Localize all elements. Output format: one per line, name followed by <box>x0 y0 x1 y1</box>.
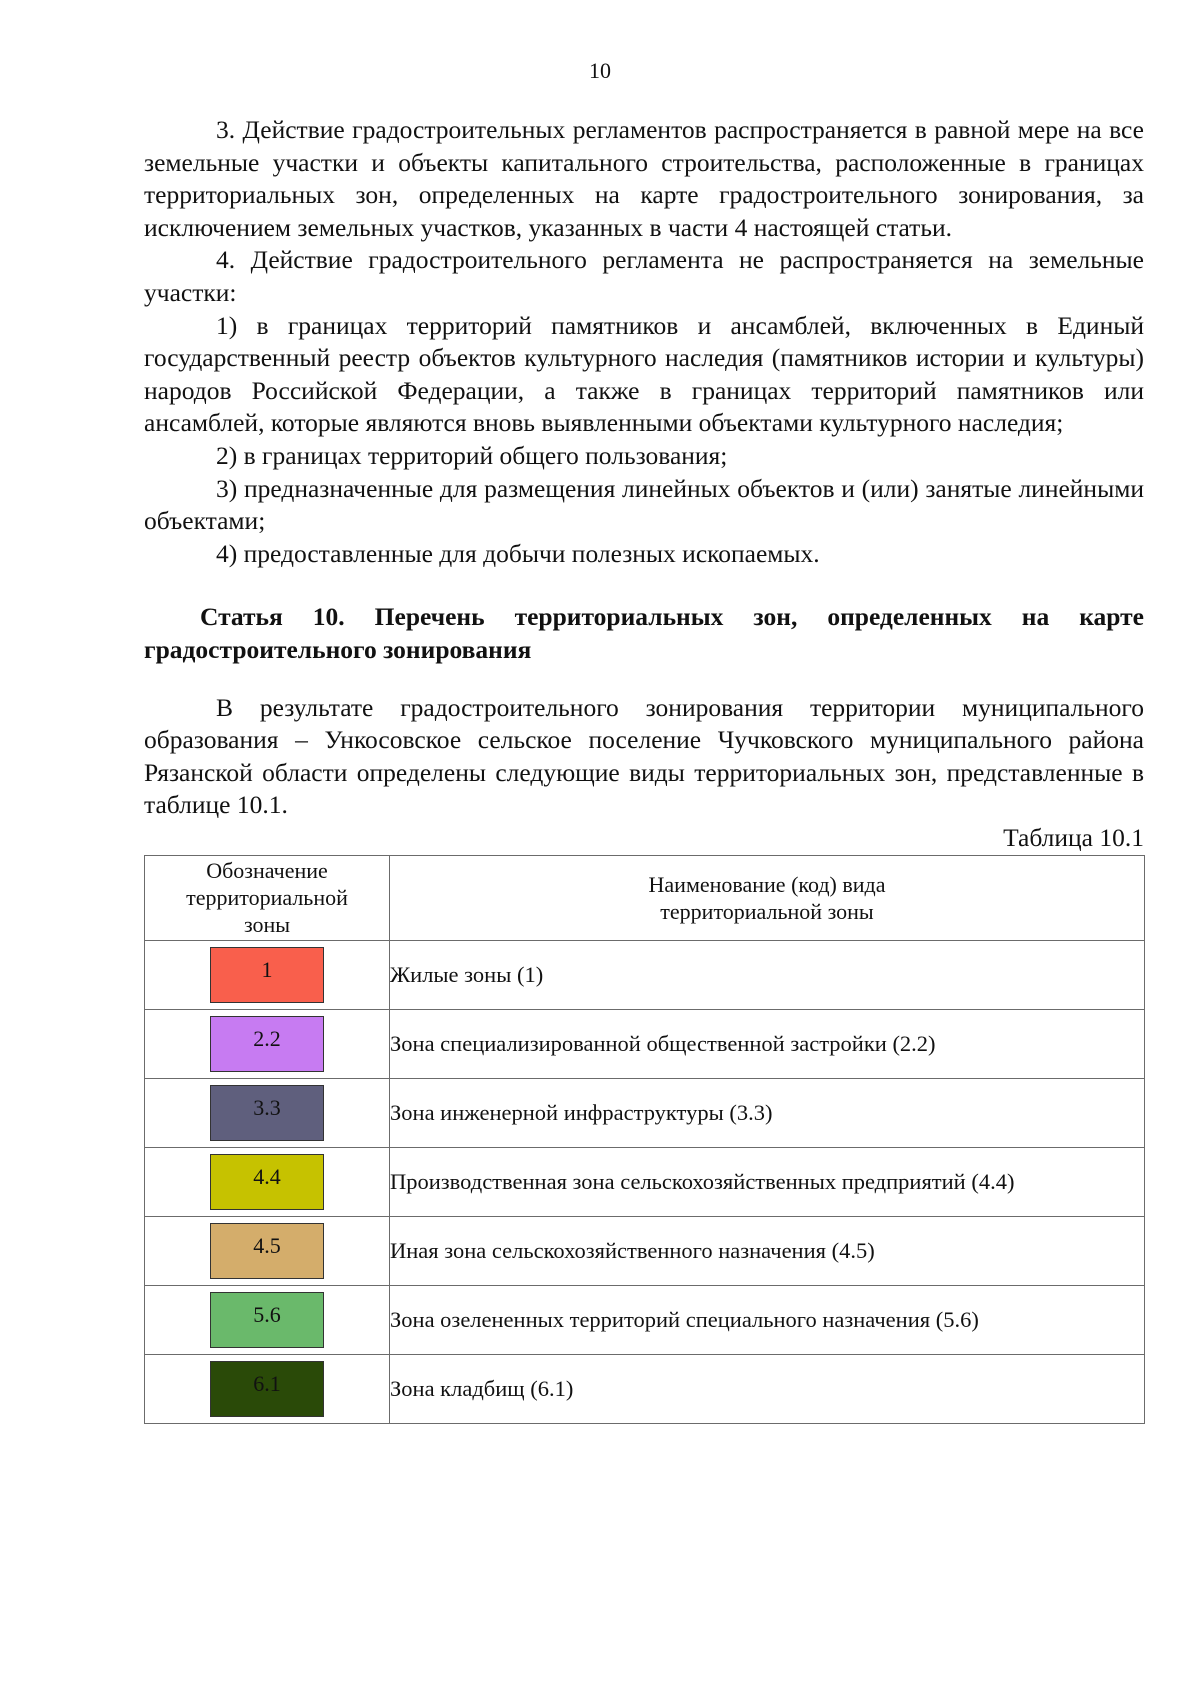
zone-name-cell: Зона инженерной инфраструктуры (3.3) <box>390 1078 1145 1147</box>
table-row <box>145 1147 1145 1216</box>
zone-name-cell: Жилые зоны (1) <box>390 940 1145 1009</box>
intro-paragraph: В результате градостроительного зонирования территории муниципального образования – Ункосовское сельское поселение Чучковского муниципального района Рязанской области определены следующие виды территориальных зон, представленные в таблице 10.1. <box>144 692 1144 820</box>
table-row <box>145 1078 1145 1147</box>
zone-name-cell: Зона кладбищ (6.1) <box>390 1354 1145 1423</box>
zone-code-cell <box>145 1009 390 1078</box>
header-name <box>390 855 1145 940</box>
zone-name-cell: Зона специализированной общественной застройки (2.2) <box>390 1009 1145 1078</box>
zone-color-swatch: 2.2 <box>210 1016 324 1072</box>
list-item-3: 3) предназначенные для размещения линейных объектов и (или) занятые линейными объектами; <box>144 473 1144 536</box>
zone-color-swatch: 6.1 <box>210 1361 324 1417</box>
table-row <box>145 1354 1145 1423</box>
page-number: 10 <box>589 58 611 83</box>
zones-table-body <box>145 940 1145 1423</box>
table-row <box>145 1009 1145 1078</box>
list-item-1: 1) в границах территорий памятников и ансамблей, включенных в Единый государственный реестр объектов культурного наследия (памятников истории и культуры) народов Российской Федерации, а также в границах территорий памятников или ансамблей, которые являются вновь выявленными объектами культурного наследия; <box>144 310 1144 438</box>
paragraph-3: 3. Действие градостроительных регламентов распространяется в равной мере на все земельные участки и объекты капитального строительства, расположенные в границах территориальных зон, определенных на карте градостроительного зонирования, за исключением земельных участков, указанных в части 4 настоящей статьи. <box>144 115 1144 242</box>
zone-code-cell <box>145 940 390 1009</box>
table-caption: Таблица 10.1 <box>1003 822 1144 852</box>
zone-code-cell <box>145 1216 390 1285</box>
zone-code-cell <box>145 1147 390 1216</box>
list-item-2: 2) в границах территорий общего пользования; <box>216 440 728 470</box>
document-body <box>144 114 1144 1424</box>
zone-name-cell: Иная зона сельскохозяйственного назначения (4.5) <box>390 1216 1145 1285</box>
zone-color-swatch: 4.5 <box>210 1223 324 1279</box>
zone-code-cell <box>145 1078 390 1147</box>
header-code-text: Обозначение территориальной зоны <box>186 858 348 938</box>
zone-name-cell: Зона озелененных территорий специального назначения (5.6) <box>390 1285 1145 1354</box>
table-header-row <box>145 855 1145 940</box>
zone-code-cell <box>145 1354 390 1423</box>
list-item-4: 4) предоставленные для добычи полезных ископаемых. <box>216 538 820 568</box>
zones-table <box>144 855 1145 1424</box>
header-code <box>145 855 390 940</box>
table-row <box>145 1216 1145 1285</box>
zone-color-swatch: 4.4 <box>210 1154 324 1210</box>
article-heading: Статья 10. Перечень территориальных зон, определенных на карте градостроительного зонирования <box>144 602 1144 664</box>
table-row <box>145 1285 1145 1354</box>
paragraph-4: 4. Действие градостроительного регламента не распространяется на земельные участки: <box>144 245 1144 307</box>
zone-code-cell <box>145 1285 390 1354</box>
zone-name-cell: Производственная зона сельскохозяйственных предприятий (4.4) <box>390 1147 1145 1216</box>
zone-color-swatch: 3.3 <box>210 1085 324 1141</box>
header-name-text: Наименование (код) вида территориальной зоны <box>648 871 886 924</box>
zone-color-swatch: 1 <box>210 947 324 1003</box>
zone-color-swatch: 5.6 <box>210 1292 324 1348</box>
table-row <box>145 940 1145 1009</box>
